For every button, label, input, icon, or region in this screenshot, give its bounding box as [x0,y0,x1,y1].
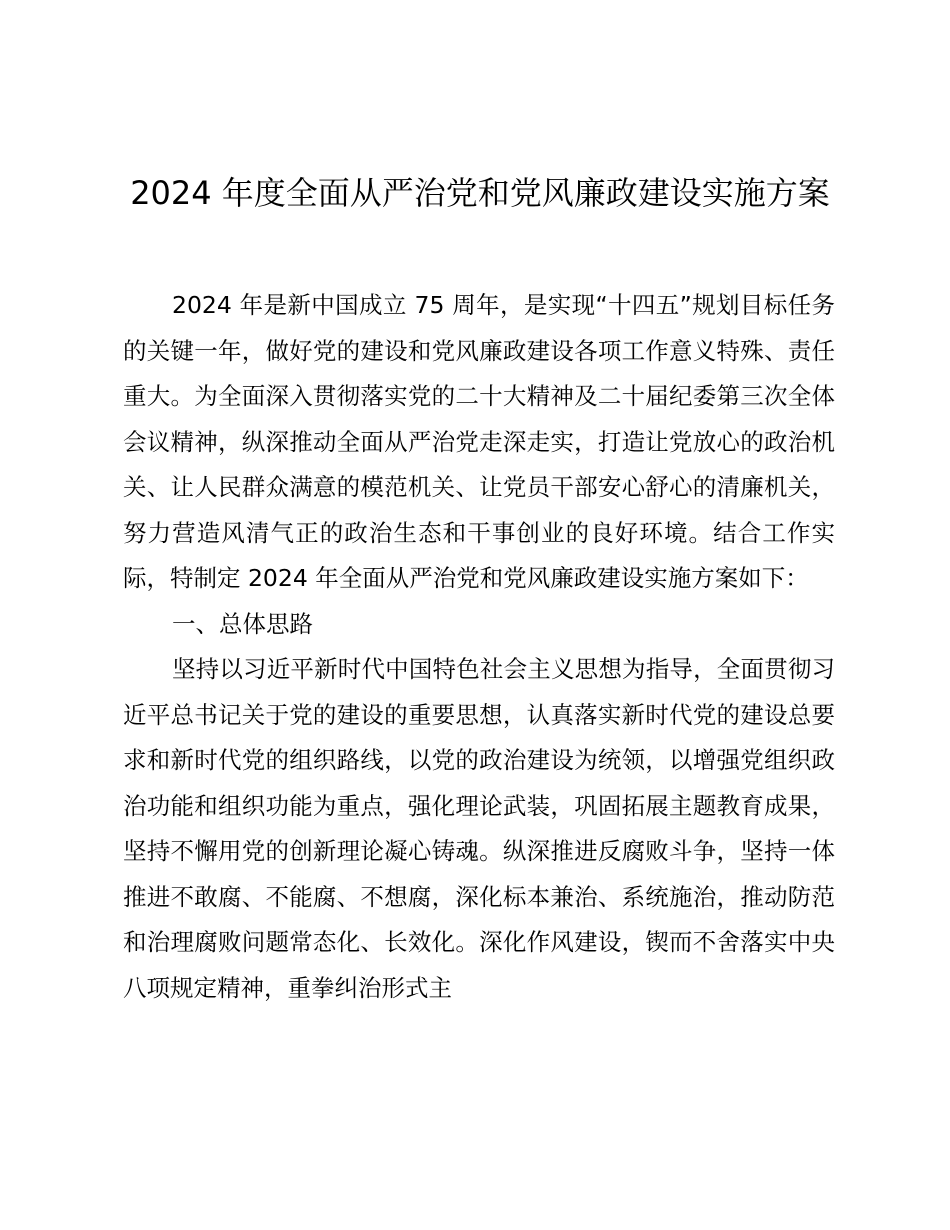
section-heading-overall-approach: 一、总体思路 [172,609,313,638]
document-body [123,283,835,1011]
document-title: 2024 年度全面从严治党和党风廉政建设实施方案 [130,174,830,212]
paragraph-intro: 2024 年是新中国成立 75 周年，是实现“十四五”规划目标任务的关键一年，做好党的建设和党风廉政建设各项工作意义特殊、责任重大。为全面深入贯彻落实党的二十大精神及二十届纪委第三次全体会议精神，纵深推动全面从严治党走深走实，打造让党放心的政治机关、让人民群众满意的模范机关、让党员干部安心舒心的清廉机关，努力营造风清气正的政治生态和干事创业的良好环境。结合工作实际，特制定 2024 年全面从严治党和党风廉政建设实施方案如下： [123,291,835,592]
paragraph-overall-approach: 坚持以习近平新时代中国特色社会主义思想为指导，全面贯彻习近平总书记关于党的建设的重要思想，认真落实新时代党的建设总要求和新时代党的组织路线，以党的政治建设为统领，以增强党组织政治功能和组织功能为重点，强化理论武装，巩固拓展主题教育成果，坚持不懈用党的创新理论凝心铸魂。纵深推进反腐败斗争，坚持一体推进不敢腐、不能腐、不想腐，深化标本兼治、系统施治，推动防范和治理腐败问题常态化、长效化。深化作风建设，锲而不舍落实中央八项规定精神，重拳纠治形式主 [123,655,835,1002]
